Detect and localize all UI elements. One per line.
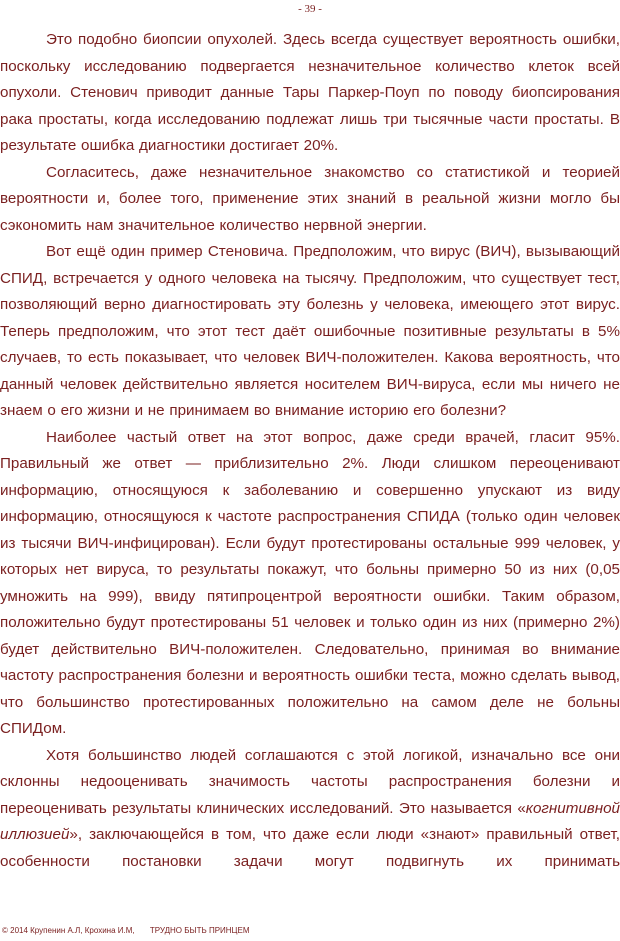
copyright-notice: © 2014 Крупенин А.Л, Крохина И.М,: [2, 926, 135, 935]
page-number: - 39 -: [298, 3, 322, 15]
footer: [2, 926, 252, 935]
emphasized-term: когнитивной иллюзией: [0, 799, 620, 843]
paragraph-text: Хотя большинство людей соглашаются с этой логикой, изначально все они склонны недооценивать значимость частоты распространения болезни и переоценивать результаты клинических исследований. Это называется «: [0, 746, 620, 817]
paragraph-text: », заключающейся в том, что даже если люди «знают» правильный ответ, особенности постановки задачи могут подвигнуть их принимать: [0, 826, 620, 870]
paragraph-continued: [0, 743, 620, 876]
book-title: ТРУДНО БЫТЬ ПРИНЦЕМ: [149, 926, 250, 935]
paragraph: Согласитесь, даже незначительное знакомство со статистикой и теорией вероятности и, более того, применение этих знаний в реальной жизни могло бы сэкономить нам значительное количество нервной энергии.: [0, 163, 620, 234]
body-text: [0, 27, 620, 875]
paragraph: Это подобно биопсии опухолей. Здесь всегда существует вероятность ошибки, поскольку исследованию подвергается незначительное количество клеток всей опухоли. Стенович приводит данные Тары Паркер-Поуп по поводу биопсирования рака простаты, когда исследованию подлежат лишь три тысячные части простаты. В результате ошибка диагностики достигает 20%.: [0, 31, 620, 154]
paragraph: Вот ещё один пример Стеновича. Предположим, что вирус (ВИЧ), вызывающий СПИД, встречается у одного человека на тысячу. Предположим, что существует тест, позволяющий верно диагностировать эту болезнь у человека, имеющего этот вирус. Теперь предположим, что этот тест даёт ошибочные позитивные результаты в 5% случаев, то есть показывает, что человек ВИЧ-положителен. Какова вероятность, что данный человек действительно является носителем ВИЧ-вируса, если мы ничего не знаем о его жизни и не принимаем во внимание историю его болезни?: [0, 243, 620, 419]
paragraph: Наиболее частый ответ на этот вопрос, даже среди врачей, гласит 95%. Правильный же ответ — приблизительно 2%. Люди слишком переоценивают информацию, относящуюся к заболеванию и совершенно упускают из виду информацию, относящуюся к частоте распространения СПИДА (только один человек из тысячи ВИЧ-инфицирован). Если будут протестированы остальные 999 человек, у которых нет вируса, то результаты покажут, что больны примерно 50 из них (0,05 умножить на 999), ввиду пятипроцентрой вероятности ошибки. Таким образом, положительно будут протестированы 51 человек и только один из них (примерно 2%) будет действительно ВИЧ-положителен. Следовательно, принимая во внимание частоту распространения болезни и вероятность ошибки теста, можно сделать вывод, что большинство протестированных положительно на самом деле не больны СПИДом.: [0, 428, 620, 737]
